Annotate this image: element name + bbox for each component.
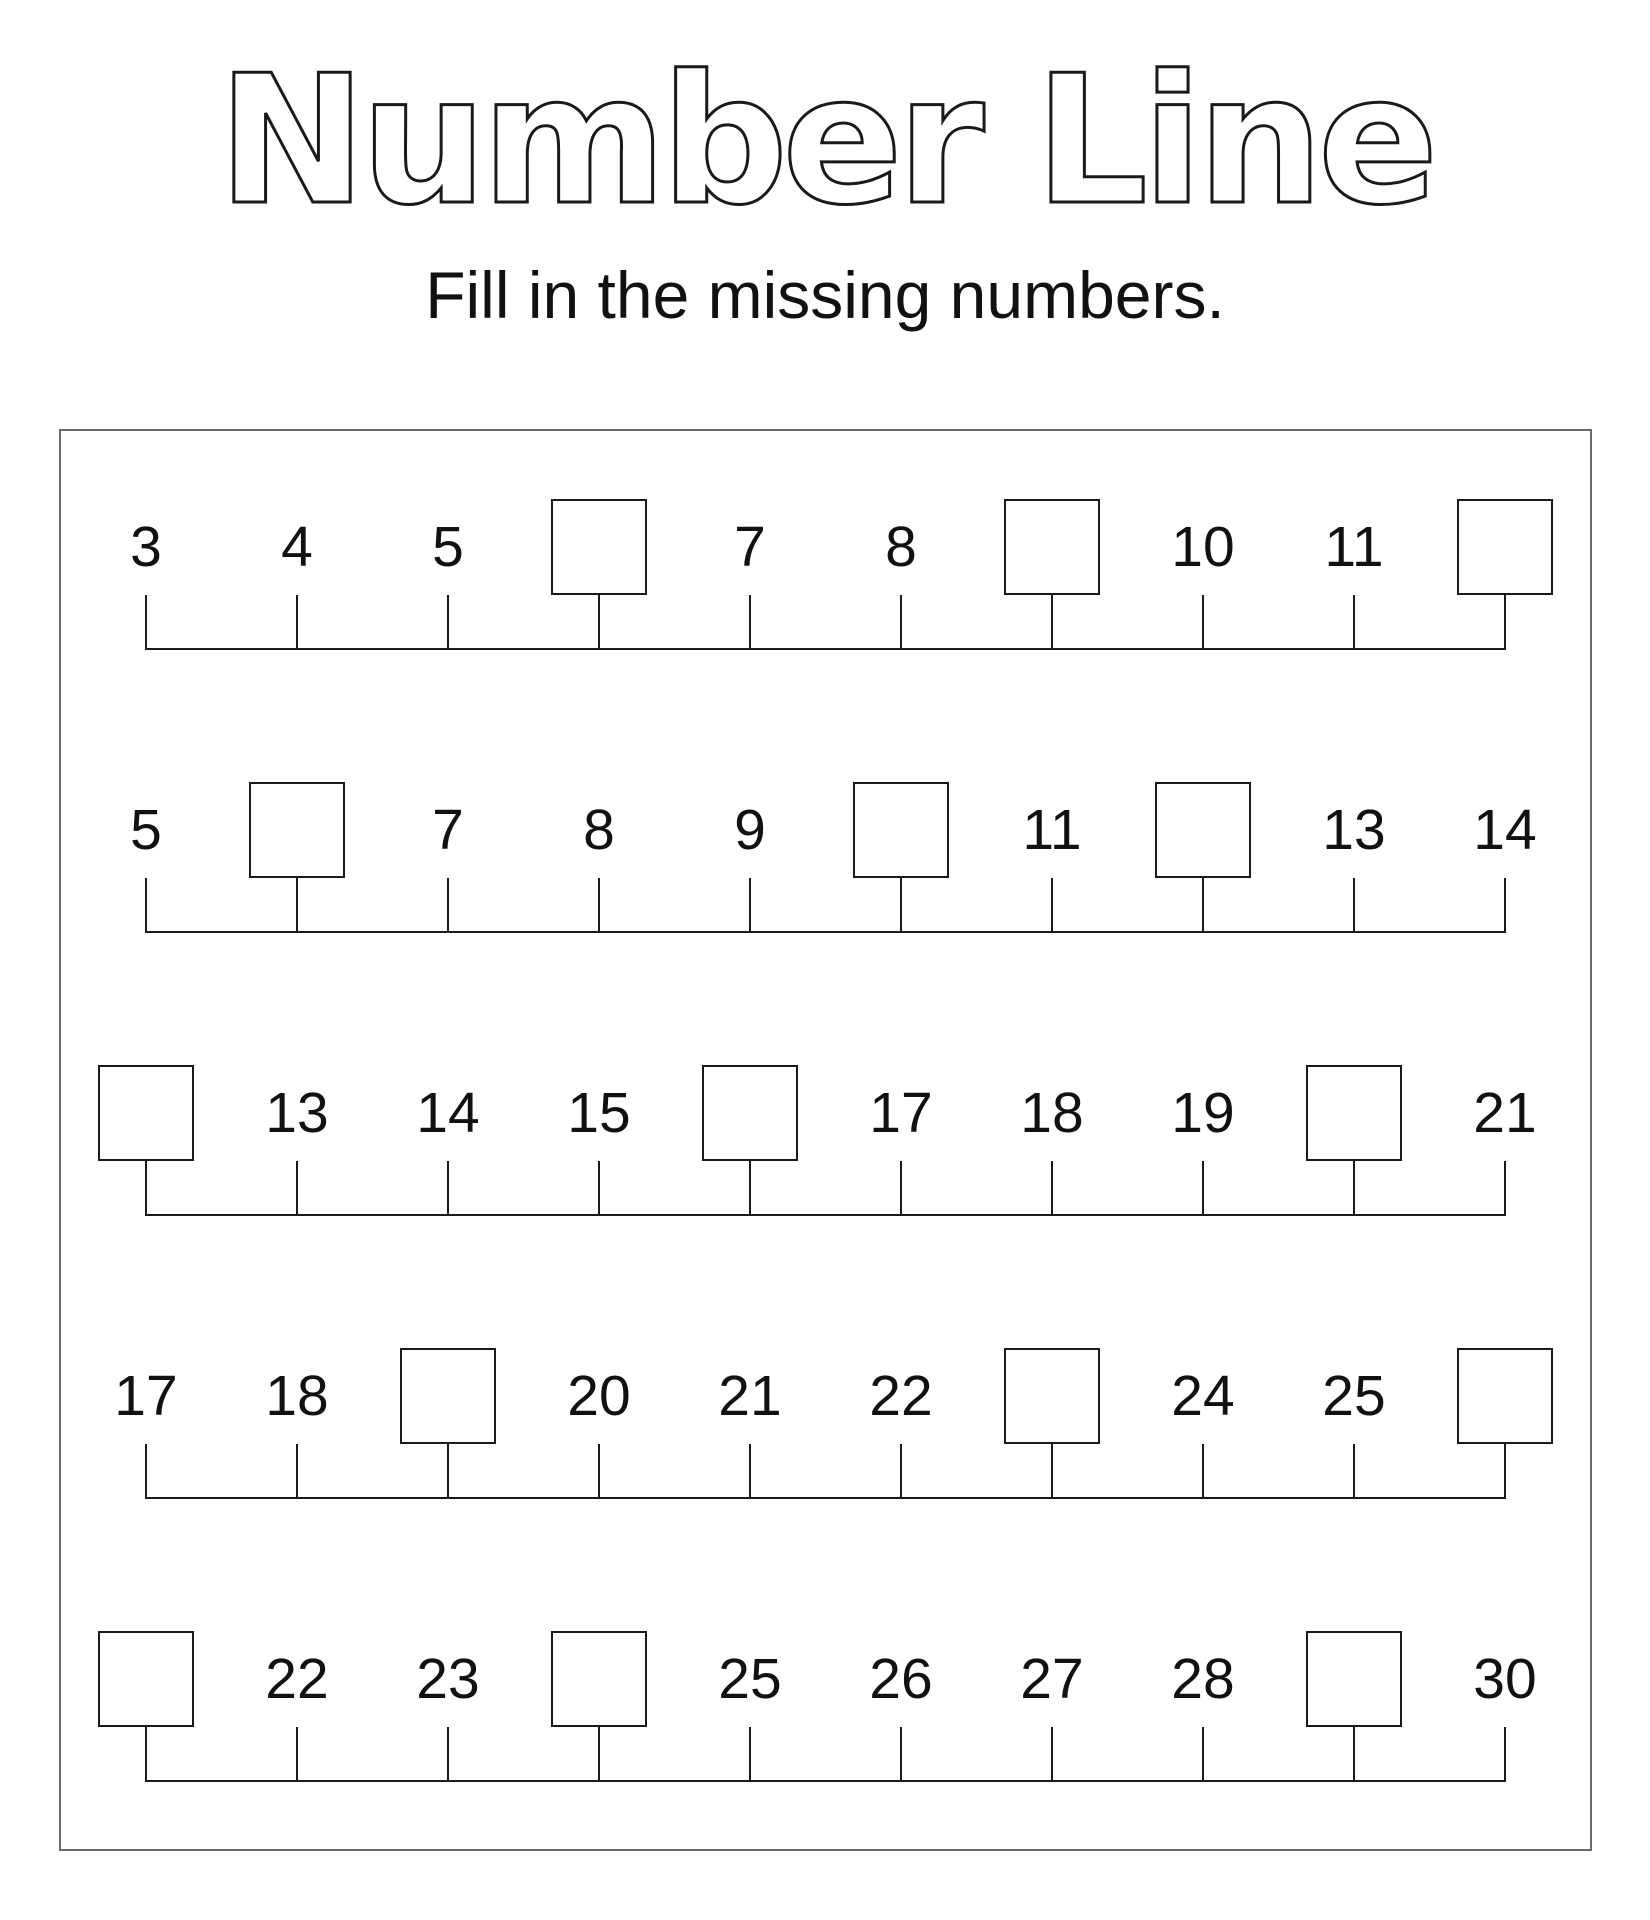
tick-mark: [900, 595, 902, 649]
number-label: 21: [1473, 1081, 1537, 1145]
number-cell: [675, 771, 825, 971]
number-line-row: [0, 1337, 1650, 1537]
tick-mark: [598, 1444, 600, 1498]
number-label: 30: [1473, 1647, 1537, 1711]
number-cell: [675, 488, 825, 688]
missing-number-cell: [1430, 488, 1580, 688]
missing-number-cell: [1128, 771, 1278, 971]
number-label: 3: [130, 515, 162, 579]
tick-mark: [145, 1727, 147, 1781]
missing-number-cell: [1279, 1620, 1429, 1820]
number-cell: [826, 1054, 976, 1254]
missing-number-cell: [1430, 1337, 1580, 1537]
missing-number-cell: [524, 488, 674, 688]
tick-mark: [1051, 1444, 1053, 1498]
number-line-row: [0, 488, 1650, 688]
answer-box[interactable]: [1306, 1065, 1402, 1161]
number-line-row: [0, 771, 1650, 971]
number-cell: [675, 1337, 825, 1537]
missing-number-cell: [1279, 1054, 1429, 1254]
number-cell: [222, 488, 372, 688]
number-label: 5: [432, 515, 464, 579]
tick-mark: [447, 595, 449, 649]
number-cell: [1430, 1054, 1580, 1254]
tick-mark: [1353, 1727, 1355, 1781]
number-label: 7: [734, 515, 766, 579]
answer-box[interactable]: [551, 499, 647, 595]
number-cell: [373, 488, 523, 688]
tick-mark: [1202, 1727, 1204, 1781]
answer-box[interactable]: [1457, 499, 1553, 595]
number-cell: [826, 1337, 976, 1537]
tick-mark: [1051, 878, 1053, 932]
tick-mark: [1353, 1444, 1355, 1498]
answer-box[interactable]: [702, 1065, 798, 1161]
number-cell: [1128, 1337, 1278, 1537]
number-label: 20: [567, 1364, 631, 1428]
answer-box[interactable]: [98, 1631, 194, 1727]
number-cell: [1128, 1054, 1278, 1254]
number-cell: [1279, 771, 1429, 971]
worksheet-title: Number Line: [217, 37, 1433, 244]
number-cell: [71, 488, 221, 688]
number-label: 14: [416, 1081, 480, 1145]
tick-mark: [296, 1727, 298, 1781]
number-cell: [373, 1620, 523, 1820]
number-label: 18: [265, 1364, 329, 1428]
tick-mark: [1051, 1727, 1053, 1781]
answer-box[interactable]: [1004, 1348, 1100, 1444]
tick-mark: [1504, 595, 1506, 649]
missing-number-cell: [675, 1054, 825, 1254]
number-cell: [71, 1337, 221, 1537]
answer-box[interactable]: [98, 1065, 194, 1161]
number-label: 22: [265, 1647, 329, 1711]
number-label: 5: [130, 798, 162, 862]
number-cell: [977, 1620, 1127, 1820]
number-cell: [524, 771, 674, 971]
missing-number-cell: [977, 1337, 1127, 1537]
number-cell: [222, 1620, 372, 1820]
number-cell: [1430, 771, 1580, 971]
tick-mark: [900, 1727, 902, 1781]
tick-mark: [296, 595, 298, 649]
tick-mark: [1202, 1161, 1204, 1215]
number-label: 19: [1171, 1081, 1235, 1145]
number-label: 8: [885, 515, 917, 579]
number-cell: [1279, 488, 1429, 688]
tick-mark: [1051, 1161, 1053, 1215]
number-label: 22: [869, 1364, 933, 1428]
number-cell: [977, 771, 1127, 971]
tick-mark: [1202, 595, 1204, 649]
tick-mark: [598, 595, 600, 649]
answer-box[interactable]: [400, 1348, 496, 1444]
tick-mark: [598, 1161, 600, 1215]
number-cell: [977, 1054, 1127, 1254]
tick-mark: [1202, 878, 1204, 932]
number-label: 8: [583, 798, 615, 862]
missing-number-cell: [524, 1620, 674, 1820]
missing-number-cell: [222, 771, 372, 971]
number-label: 7: [432, 798, 464, 862]
number-label: 13: [1322, 798, 1386, 862]
tick-mark: [1353, 595, 1355, 649]
tick-mark: [296, 1161, 298, 1215]
tick-mark: [145, 1444, 147, 1498]
tick-mark: [900, 1161, 902, 1215]
number-label: 15: [567, 1081, 631, 1145]
tick-mark: [447, 1727, 449, 1781]
answer-box[interactable]: [1306, 1631, 1402, 1727]
number-label: 10: [1171, 515, 1235, 579]
number-cell: [675, 1620, 825, 1820]
tick-mark: [749, 1161, 751, 1215]
number-cell: [826, 1620, 976, 1820]
answer-box[interactable]: [853, 782, 949, 878]
missing-number-cell: [826, 771, 976, 971]
number-label: 27: [1020, 1647, 1084, 1711]
tick-mark: [1353, 878, 1355, 932]
tick-mark: [1504, 1444, 1506, 1498]
tick-mark: [749, 1727, 751, 1781]
missing-number-cell: [71, 1620, 221, 1820]
tick-mark: [145, 878, 147, 932]
number-label: 17: [869, 1081, 933, 1145]
number-cell: [524, 1337, 674, 1537]
tick-mark: [900, 878, 902, 932]
number-label: 4: [281, 515, 313, 579]
tick-mark: [296, 878, 298, 932]
number-label: 9: [734, 798, 766, 862]
number-cell: [1128, 1620, 1278, 1820]
number-cell: [373, 1054, 523, 1254]
number-cell: [1128, 488, 1278, 688]
tick-mark: [598, 1727, 600, 1781]
tick-mark: [1353, 1161, 1355, 1215]
number-label: 23: [416, 1647, 480, 1711]
tick-mark: [447, 1444, 449, 1498]
tick-mark: [1202, 1444, 1204, 1498]
tick-mark: [1504, 1161, 1506, 1215]
number-label: 26: [869, 1647, 933, 1711]
number-label: 18: [1020, 1081, 1084, 1145]
tick-mark: [145, 1161, 147, 1215]
number-label: 24: [1171, 1364, 1235, 1428]
missing-number-cell: [71, 1054, 221, 1254]
number-label: 25: [1322, 1364, 1386, 1428]
number-cell: [222, 1337, 372, 1537]
number-label: 13: [265, 1081, 329, 1145]
tick-mark: [1504, 1727, 1506, 1781]
number-label: 28: [1171, 1647, 1235, 1711]
number-label: 17: [114, 1364, 178, 1428]
answer-box[interactable]: [1457, 1348, 1553, 1444]
number-label: 21: [718, 1364, 782, 1428]
tick-mark: [749, 595, 751, 649]
answer-box[interactable]: [249, 782, 345, 878]
number-line-row: [0, 1054, 1650, 1254]
number-line-row: [0, 1620, 1650, 1820]
number-cell: [71, 771, 221, 971]
number-cell: [1279, 1337, 1429, 1537]
number-label: 11: [1324, 515, 1384, 579]
tick-mark: [900, 1444, 902, 1498]
tick-mark: [447, 878, 449, 932]
number-label: 11: [1022, 798, 1082, 862]
number-label: 14: [1473, 798, 1537, 862]
number-cell: [222, 1054, 372, 1254]
number-cell: [826, 488, 976, 688]
tick-mark: [296, 1444, 298, 1498]
worksheet-instruction: Fill in the missing numbers.: [425, 258, 1225, 332]
number-cell: [524, 1054, 674, 1254]
tick-mark: [1504, 878, 1506, 932]
tick-mark: [749, 1444, 751, 1498]
number-label: 25: [718, 1647, 782, 1711]
number-cell: [373, 771, 523, 971]
answer-box[interactable]: [551, 1631, 647, 1727]
number-cell: [1430, 1620, 1580, 1820]
missing-number-cell: [373, 1337, 523, 1537]
answer-box[interactable]: [1004, 499, 1100, 595]
tick-mark: [1051, 595, 1053, 649]
tick-mark: [447, 1161, 449, 1215]
tick-mark: [749, 878, 751, 932]
tick-mark: [598, 878, 600, 932]
answer-box[interactable]: [1155, 782, 1251, 878]
missing-number-cell: [977, 488, 1127, 688]
tick-mark: [145, 595, 147, 649]
